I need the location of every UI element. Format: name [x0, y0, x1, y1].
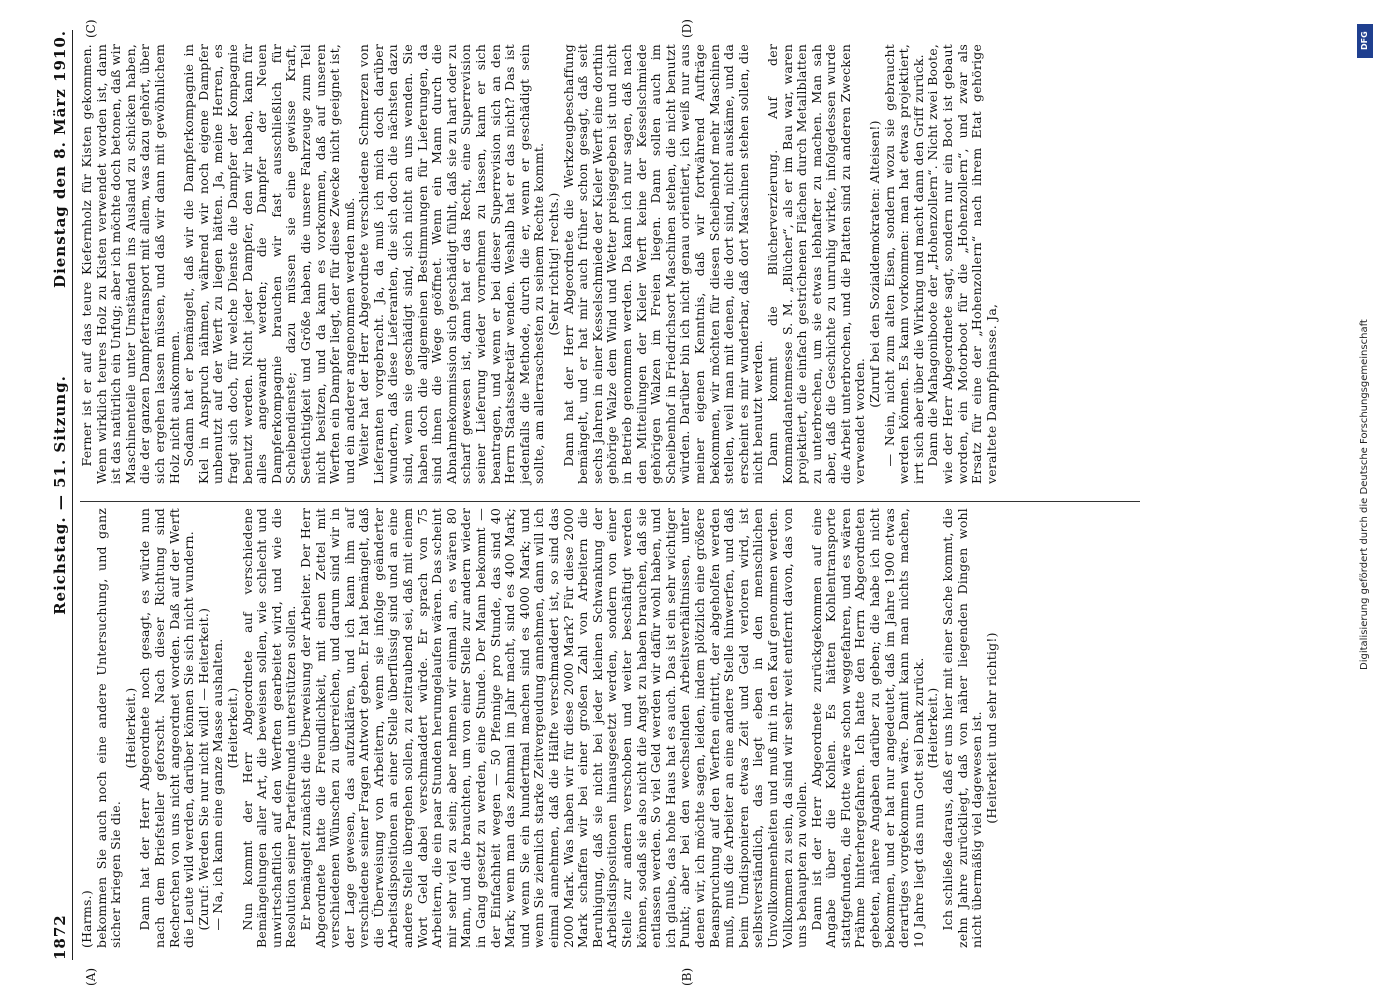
paragraph: Nun kommt der Herr Abgeordnete auf verschiedene Bemängelungen aller Art, die beweisen sollen, wie schlecht und unwirtschaftlich auf den Werften gearbeitet wird, und wie die Resolution seiner Parteifreunde unterstützen sollen. [239, 508, 299, 948]
paragraph: Weiter hat der Herr Abgeordnete verschiedene Schmerzen von Lieferanten vorgebracht. Ja, da muß ich mich doch darüber wundern, daß diese Lieferanten, die sich doch die nächsten dazu sind, wenn sie geschädigt sind, sich nicht an uns wenden. Sie haben doch die allgemeinen Bestimmungen für Lieferungen, da sind ihnen die Wege geöffnet. Wenn ein Mann durch die Abnahmekommission sich geschädigt fühlt, daß sie zu hart oder zu scharf gewesen ist, dann hat er das Recht, eine Superrevision seiner Lieferung wieder vornehmen zu lassen, kann er sich beantragen, und wenn er bei dieser Superrevision sich an den Herrn Staatssekretär wenden. Weshalb hat er das nicht? Das ist jedenfalls die Methode, durch die er, wenn er geschädigt sein sollte, am allerraschesten zu seinem Rechte kommt. [356, 44, 547, 484]
paragraph: Er bemängelt zunächst die Überweisung der Arbeiter. Der Herr Abgeordnete hatte die Freundlichkeit, mit einen Zettel mit verschiedenen Wünschen zu überreichen, und darum sind wir in der Lage gewesen, das aufzuklären, und ich kann ihm auf verschiedene seiner Fragen Antwort geben. Er hat bemängelt, daß die Überweisung von Arbeitern, wenn sie infolge geänderter Arbeitsdispositionen an einer Stelle überflüssig sind und an eine andere Stelle übergehen sollen, zu zeitraubend sei, daß mit einem Wort Geld dabei verschmaddert würde. Er sprach von 75 Arbeitern, die ein paar Stunden herumgelaufen wären. Das scheint mir sehr viel zu sein; aber nehmen wir einmal an, es wären 80 Mann, und die brauchten, um von einer Stelle zur andern wieder in Gang gesetzt zu werden, eine Stunde. Der Mann bekommt — der Einfachheit wegen — 50 Pfennige pro Stunde, das sind 40 Mark; wenn man das zehnmal im Jahr macht, sind es 400 Mark; und wenn Sie ein hundertmal machen sind es 4000 Mark; und wenn Sie ziemlich starke Zeitvergeudung annehmen, dann will ich einmal annehmen, daß die Hälfte verschmaddert ist, so sind das 2000 Mark. Was haben wir für diese 2000 Mark? Für diese 2000 Mark schaffen wir bei einer großen Zahl von Arbeitern die Beruhigung, daß sie nicht bei jeder kleinen Schwankung der Arbeitsdispositionen hinausgesetzt werden, sondern von einer Stelle zur andern verschoben und weiter beschäftigt werden können, sodaß sie also nicht die Angst zu haben brauchen, daß sie entlassen werden. So viel Geld werden wir dafür wohl haben, und ich glaube, das hohe Haus hat es auch. Das ist ein sehr wichtiger Punkt; aber bei den wechselnden Arbeitsverhältnissen, unter denen wir, ich möchte sagen, leiden, indem plötzlich eine größere Beanspruchung auf den Werften eintritt, der abgeholfen werden muß, muß die Arbeiter an eine andere Stelle hinwerfen, und daß beim Umdisponieren etwas Zeit und Geld verloren wird, ist selbstverständlich, das liegt eben in den menschlichen Unvollkommenheiten und muß mit in den Kauf genommen werden. Vollkommen zu sein, da sind wir sehr weit entfernt davon, das von uns behaupten zu wollen. [297, 508, 810, 948]
interjection: (Zuruf bei den Sozialdemokraten: Alteisen!) [867, 120, 883, 408]
session-date: Dienstag den 8. März 1910. [51, 30, 69, 288]
paragraph: Ich schließe daraus, daß er uns hier mit einer Sache kommt, die zehn Jahre zurückliegt, daß von näher liegenden Dingen wohl nicht übermäßig viel dagewesen ist. [940, 508, 985, 948]
paragraph: Ferner ist er auf das teure Kiefernholz für Kisten gekommen. Wenn wirklich teures Holz zu Kisten verwendet worden ist, dann ist das natürlich ein Unfug; aber ich möchte doch betonen, daß wir Maschinenteile unter Umständen ins Ausland zu schicken haben, die der ganzen Dampfertransport mit allem, was dazu gehört, über sich ergehen lassen müssen, und daß wir dann mit gewöhnlichem Holz nicht auskommen. [79, 44, 182, 484]
right-column [80, 44, 999, 484]
paragraph: Dann kommt die Blücherverzierung. Auf der Kommandantenmesse S. M. „Blücher“, als er im Bau war, waren projektiert, die einfach gestrichenen Flächen durch Metallblatten zu unterbrechen, um sie etwas lebhafter zu machen. Man sah aber, daß die Geschichte zu unruhig wirkte, infolgedessen wurde die Arbeit unterbrochen, und die Platten sind zu anderen Zwecken verwendet worden. [764, 44, 868, 484]
left-column [80, 508, 999, 948]
interjection: (Heiterkeit.) [122, 687, 138, 769]
interjection: (Zuruf: Werden Sie nur nicht wild! — Heiterkeit.) [195, 607, 211, 931]
interjection: (Heiterkeit und sehr richtig!) [983, 632, 999, 824]
paragraph: — Na, ich kann eine ganze Masse aushalten. [210, 638, 226, 931]
page-header [48, 30, 73, 960]
interjection: (Heiterkeit.) [925, 687, 941, 769]
paragraph: — Nein, nicht zum alten Eisen, sondern wozu sie gebraucht werden können. Es kann vorkommen: man hat etwas projektiert, irrt sich aber über die Wirkung und macht dann den Griff zurück. [881, 44, 926, 484]
session-title: Reichstag. — 51. Sitzung. [51, 375, 69, 615]
dfg-logo: DFG [1357, 24, 1373, 58]
margin-marker-b: (B) [680, 967, 694, 986]
margin-marker-d: (D) [680, 19, 694, 38]
paragraph: Dann ist der Herr Abgeordnete zurückgekommen auf eine Angabe über die Kohlen. Es hätten Kohlentransporte stattgefunden, die Flotte wäre schon weggefahren, und es wären Prähme hinterhergefahren. Ich hatte den Herrn Abgeordneten gebeten, nähere Angaben darüber zu geben; die habe ich nicht bekommen, und er hat nur angedeutet, daß im Jahre 1900 etwas derartiges vorgekommen wäre. Damit kann man nichts machen, 10 Jahre liegt das nun Gott sei Dank zurück. [808, 508, 926, 948]
column-divider [80, 501, 1140, 502]
margin-marker-a: (A) [84, 967, 98, 986]
credit-text: Digitalisierung gefördert durch die Deutsche Forschungsgemeinschaft [1359, 319, 1370, 670]
interjection: (Sehr richtig! rechts.) [546, 192, 561, 336]
paragraph: Dann die Mahagoniboote der „Hohenzollern“. Nicht zwei Boote, wie der Herr Abgeordnete sagt, sondern nur ein Boot ist gebaut worden, ein Motorboot für die „Hohenzollern“, und zwar als Ersatz für eine der „Hohenzollern“ nach ihrem Etat gehörige veraltete Dampfpinasse. Ja, [925, 44, 999, 484]
interjection: (Heiterkeit.) [224, 687, 240, 769]
page-number: 1872 [51, 914, 69, 960]
paragraph: Sodann hat er bemängelt, daß wir die Dampferkompagnie in Kiel in Anspruch nähmen, während wir noch eigene Dampfer unbenutzt auf der Werft zu liegen hätten. Ja, meine Herren, es fragt sich doch, für welche Dienste die Dampfer der Kompagnie benutzt werden. Nicht jeder Dampfer, den wir haben, kann für alles angewandt werden; die Dampfer der Neuen Dampferkompagnie brauchen wir fast ausschließlich für Scheibendienste; dazu müssen sie eine gewisse Kraft, Seetüchtigkeit und Größe haben, die unsere Fahrzeuge zum Teil nicht besitzen, und da kann es vorkommen, daß auf unseren Werften ein Dampfer liegt, der für diese Zwecke nicht geeignet ist, und ein anderer angenommen werden muß. [181, 44, 357, 484]
paragraph: Dann hat der Herr Abgeordnete die Werkzeugbeschaffung bemängelt, und er hat mir auch früher schon gesagt, daß seit sechs Jahren in einer Kesselschmiede der Kieler Werft eine dorthin gehörige Walze dem Wind und Wetter preisgegeben ist und nicht in Betrieb genommen werden. Da kann ich nur sagen, daß nach den Mitteilungen der Kieler Werft keine der Kesselschmiede gehörigen Walzen im Freien liegen. Dann sollen auch im Scheibenhof in Friedrichsort Maschinen stehen, die nicht benutzt würden. Darüber bin ich nicht genau orientiert, ich weiß nur aus meiner eigenen Kenntnis, daß wir fortwährend Aufträge bekommen, wir möchten für diesen Scheibenhof mehr Maschinen stellen, weil man mit denen, die dort sind, nicht auskäme, und da erscheint es mir wunderbar, daß dort Maschinen stehen sollen, die nicht benutzt werden. [560, 44, 766, 484]
paragraph: bekommen Sie auch noch eine andere Untersuchung, und ganz sicher kriegen Sie die. [93, 508, 124, 948]
margin-marker-c: (C) [84, 19, 98, 38]
digitization-credit [1355, 20, 1383, 980]
paragraph: Dann hat der Herr Abgeordnete noch gesagt, es würde nun nach dem Briefsteller geforscht. Nach dieser Richtung sind Recherchen von uns nicht angeordnet worden. Daß auf der Werft die Leute wild werden, darüber können Sie sich nicht wundern. [137, 508, 197, 948]
speaker-tag: (Harms.) [79, 890, 94, 948]
